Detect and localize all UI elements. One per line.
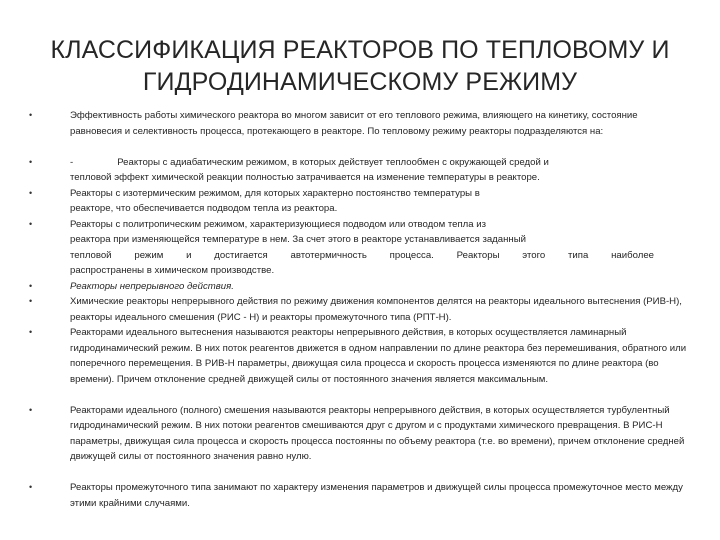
slide-title-line-2: ГИДРОДИНАМИЧЕСКОМУ РЕЖИМУ: [142, 68, 578, 96]
list-item-text: Химические реакторы непрерывного действия по режиму движения компонентов делятся на реакторы идеального вытеснения (РИВ-Н), реакторы идеального смешения (РИС - Н) и реакторы промежуточного типа (РПТ-Н).: [70, 296, 682, 323]
bullet-icon: •: [29, 187, 33, 198]
list-item-text: Эффективность работы химического реактора во многом зависит от его теплового режима, влияющего на кинетику, состояние равновесия и селективность процесса, протекающего в реакторе. По тепловому режиму реакторы подразделяются на:: [70, 110, 638, 137]
list-item: [0, 186, 720, 217]
list-item-line: Реакторы с политропическим режимом, характеризующиеся подводом или отводом тепла из: [70, 218, 487, 230]
bullet-icon: •: [29, 280, 33, 291]
list-item: [0, 155, 720, 186]
list-item-line: Реакторы с адиабатическим режимом, в которых действует теплообмен с окружающей средой и: [117, 156, 549, 168]
bullet-icon: •: [29, 327, 33, 337]
list-item-line: тепловой эффект химической реакции полностью затрачивается на изменение температуры в реакторе.: [70, 172, 540, 183]
bullet-icon: •: [29, 404, 33, 415]
list-item: [0, 294, 720, 325]
list-item: [0, 108, 720, 155]
bullet-icon: •: [29, 296, 33, 306]
bullet-icon: •: [29, 156, 33, 167]
list-item-line: распространены в химическом производстве.: [70, 265, 275, 276]
list-item-text: [70, 155, 690, 186]
list-item-text: [70, 217, 690, 279]
list-item: [0, 325, 720, 403]
list-item-text: Реакторы с изотермическим режимом, для которых характерно постоянство температуры в реакторе, что обеспечивается подводом тепла из реактора.: [70, 187, 480, 214]
list-item: [0, 403, 720, 481]
list-item-text: Реакторы промежуточного типа занимают по характеру изменения параметров и движущей силы процесса промежуточное место между этими крайними случаями.: [70, 482, 683, 509]
list-item: [0, 480, 720, 511]
bullet-icon: •: [29, 482, 33, 492]
list-item-text: Реакторами идеального (полного) смешения называются реакторы непрерывного действия, в которых осуществляется турбулентный гидродинамический режим. В них потоки реагентов смешиваются друг с другом и с продуктами химического превращения. В РИС-Н параметры, движущая сила процесса и скорость процесса постоянны по объему реактора (т.е. во времени), причем отклонение средней движущей силы от постоянного значения равно нулю.: [70, 404, 685, 462]
slide-title-line-1: КЛАССИФИКАЦИЯ РЕАКТОРОВ ПО ТЕПЛОВОМУ И: [50, 36, 670, 64]
list-item: [0, 279, 720, 295]
list-item-text: Реакторами идеального вытеснения называются реакторы непрерывного действия, в которых осуществляется ламинарный гидродинамический режим. В них поток реагентов движется в одном направлении по длине реактора без перемешивания, обратного или поперечного перемещения. В РИВ-Н параметры, движущая сила процесса и скорость процесса изменяются по длине реактора (во времени). Причем отклонение средней движущей силы от постоянного значения является максимальным.: [70, 327, 687, 385]
list-item-text-italic: Реакторы непрерывного действия.: [70, 280, 234, 292]
bullet-list: [0, 108, 720, 511]
slide-title: [40, 34, 680, 98]
list-item-line: реактора при изменяющейся температуре в нем. За счет этого в реакторе устанавливается заданный: [70, 234, 526, 245]
list-item: [0, 217, 720, 279]
bullet-icon: •: [29, 218, 33, 229]
list-item-line: тепловой режим и достигается автотермичность процесса. Реакторы этого типа наиболее: [70, 249, 654, 261]
bullet-icon: •: [29, 110, 33, 120]
dash-marker: -: [70, 156, 74, 168]
